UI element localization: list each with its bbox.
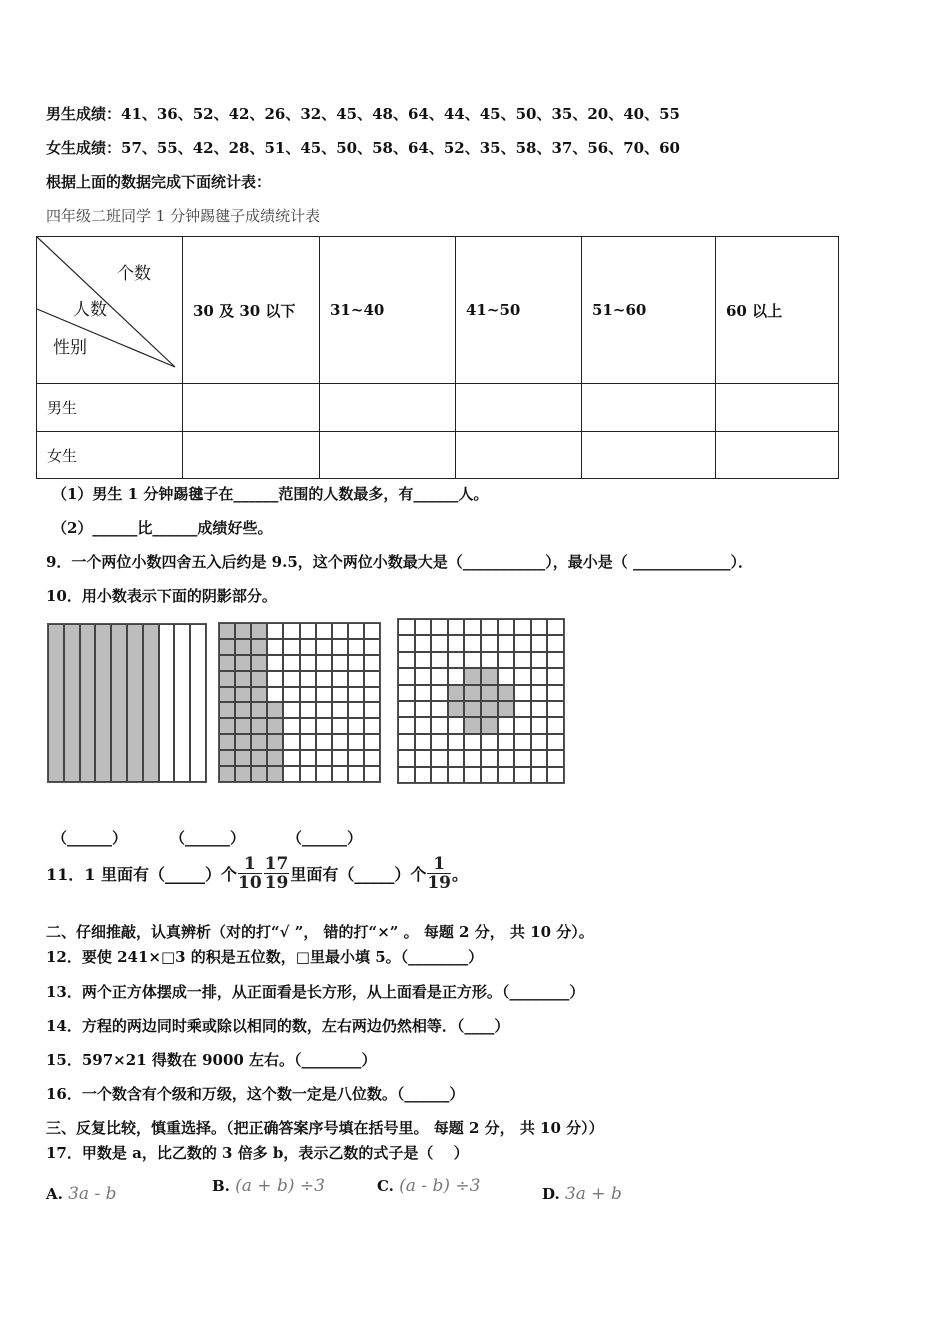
shaded-cell [219, 687, 235, 703]
grid-cell [316, 655, 332, 671]
grid-cell [514, 652, 531, 668]
grid-cell [348, 687, 364, 703]
grid-cell [190, 624, 206, 782]
grid-cell [267, 623, 283, 639]
grid-cell [547, 635, 564, 651]
grid-cell [464, 767, 481, 783]
shaded-cell [48, 624, 64, 782]
grid-cell [514, 767, 531, 783]
grid-cell [267, 655, 283, 671]
grid-cell [498, 635, 515, 651]
section-3-heading: 三、反复比较，慎重选择。（把正确答案序号填在括号里。 每题 2 分， 共 10 分）） [46, 1119, 604, 1137]
grid-cell [300, 734, 316, 750]
table-cell[interactable] [320, 384, 456, 432]
grid-cell [267, 639, 283, 655]
question-8-2: （2）______比______成绩好些。 [52, 519, 273, 537]
grid-cell [431, 619, 448, 635]
grid-cell [481, 619, 498, 635]
grid-cell [316, 750, 332, 766]
shaded-cell [251, 623, 267, 639]
option-d[interactable] [542, 1184, 622, 1204]
grid-cell [398, 619, 415, 635]
grid-cell [348, 671, 364, 687]
grid-cell [332, 750, 348, 766]
grid-cell [316, 623, 332, 639]
question-10: 10．用小数表示下面的阴影部分。 [46, 587, 277, 605]
grid-cell [514, 750, 531, 766]
shaded-cell [219, 734, 235, 750]
grid-cell [332, 655, 348, 671]
option-c[interactable] [377, 1176, 480, 1196]
grid-cell [316, 718, 332, 734]
grid-cell [364, 671, 380, 687]
row-label: 女生 [37, 432, 183, 479]
table-cell[interactable] [456, 384, 582, 432]
grid-cell [398, 685, 415, 701]
shaded-cell [481, 717, 498, 733]
grid-cell [332, 702, 348, 718]
grid-cell [364, 718, 380, 734]
section-2-heading: 二、仔细推敲，认真辨析（对的打“√ ”， 错的打“×” 。 每题 2 分， 共 10 分）。 [46, 923, 594, 941]
grid-cell [415, 717, 432, 733]
grid-cell [431, 701, 448, 717]
shaded-cell [251, 702, 267, 718]
grid-cell [431, 685, 448, 701]
shaded-cell [235, 734, 251, 750]
grid-cell [514, 619, 531, 635]
option-label: B. [212, 1177, 230, 1195]
grid-cell [415, 701, 432, 717]
grid-cell [547, 767, 564, 783]
shaded-cell [251, 734, 267, 750]
grid-cell [498, 619, 515, 635]
grid-cell [283, 687, 299, 703]
grid-cell [283, 734, 299, 750]
shaded-cell [219, 766, 235, 782]
grid-cell [498, 767, 515, 783]
grid-cell [514, 685, 531, 701]
grid-cell [464, 635, 481, 651]
grid-cell [498, 750, 515, 766]
shaded-cell [251, 750, 267, 766]
table-cell[interactable] [456, 432, 582, 479]
girls-scores: 女生成绩：57、55、42、28、51、45、50、58、64、52、35、58、37、56、70、60 [46, 139, 680, 157]
grid-cell [514, 734, 531, 750]
shaded-cell [448, 701, 465, 717]
shaded-cell [464, 717, 481, 733]
grid-cell [464, 750, 481, 766]
corner-bottom: 性别 [53, 338, 87, 358]
grid-cell [316, 687, 332, 703]
grid-cell [348, 623, 364, 639]
numerator: 17 [264, 854, 289, 874]
question-14: 14．方程的两边同时乘或除以相同的数，左右两边仍然相等．（____） [46, 1017, 510, 1035]
shaded-cell [464, 685, 481, 701]
answer-blank-1[interactable]: （______） [52, 829, 128, 847]
option-label: A. [46, 1185, 63, 1203]
shaded-cell [235, 766, 251, 782]
grid-cell [300, 671, 316, 687]
grid-cell [332, 766, 348, 782]
shaded-cell [267, 750, 283, 766]
grid-cell [283, 718, 299, 734]
grid-cell [514, 668, 531, 684]
grid-cell [283, 702, 299, 718]
grid-cell [531, 685, 548, 701]
grid-cell [174, 624, 190, 782]
grid-cell [300, 702, 316, 718]
shaded-cell [235, 639, 251, 655]
question-17: 17．甲数是 a，比乙数的 3 倍多 b，表示乙数的式子是（ ） [46, 1144, 469, 1162]
option-expression: (a - b) ÷3 [399, 1176, 481, 1196]
grid-cell [316, 671, 332, 687]
table-cell[interactable] [582, 432, 716, 479]
answer-blank-2[interactable]: （______） [170, 829, 246, 847]
question-13: 13．两个正方体摆成一排，从正面看是长方形，从上面看是正方形。（________） [46, 983, 585, 1001]
stats-table [36, 236, 839, 479]
numerator: 1 [238, 855, 262, 874]
grid-cell [547, 652, 564, 668]
question-15: 15．597×21 得数在 9000 左右。（________） [46, 1051, 377, 1069]
grid-cell [300, 623, 316, 639]
grid-cell [481, 652, 498, 668]
shaded-cell [464, 668, 481, 684]
option-label: C. [377, 1177, 394, 1195]
diagonal-lines [37, 237, 182, 383]
grid-cell [448, 652, 465, 668]
shaded-cell [251, 639, 267, 655]
corner-middle: 人数 [73, 300, 107, 320]
table-cell[interactable] [582, 384, 716, 432]
grid-cell [547, 734, 564, 750]
grid-cell [398, 701, 415, 717]
q11-suffix: 。 [452, 865, 469, 884]
grid-cell [481, 635, 498, 651]
q11-middle: 里面有（_____）个 [290, 865, 427, 884]
row-label: 男生 [37, 384, 183, 432]
shaded-cell [251, 655, 267, 671]
boys-scores: 男生成绩：41、36、52、42、26、32、45、48、64、44、45、50、35、20、40、55 [46, 105, 680, 123]
grid-cell [348, 639, 364, 655]
question-16: 16．一个数含有个级和万级，这个数一定是八位数。（______） [46, 1085, 465, 1103]
grid-cell [364, 750, 380, 766]
header-cell: 60 以上 [716, 237, 839, 384]
shaded-cell [481, 701, 498, 717]
grid-cell [448, 750, 465, 766]
option-a[interactable] [46, 1184, 117, 1204]
grid-cell [531, 635, 548, 651]
grid-cell [316, 702, 332, 718]
table-cell[interactable] [320, 432, 456, 479]
shaded-cell [219, 671, 235, 687]
grid-cell [300, 655, 316, 671]
shaded-cell [127, 624, 143, 782]
denominator: 10 [237, 873, 262, 893]
table-row [37, 432, 839, 479]
grid-cell [448, 668, 465, 684]
shaded-cell [251, 718, 267, 734]
grid-cell [283, 623, 299, 639]
shaded-cell [448, 685, 465, 701]
grid-cell [348, 734, 364, 750]
grid-cell [159, 624, 175, 782]
grid-cell [547, 668, 564, 684]
fraction [427, 855, 451, 892]
grid-cell [498, 668, 515, 684]
grid-cell [547, 750, 564, 766]
grid-cell [398, 750, 415, 766]
grid-cell [332, 671, 348, 687]
shaded-cell [80, 624, 96, 782]
grid-cell [398, 734, 415, 750]
grid-cell [300, 718, 316, 734]
grid-cell [431, 750, 448, 766]
grid-cell [316, 766, 332, 782]
shaded-cell [219, 623, 235, 639]
table-title: 四年级二班同学 1 分钟踢毽子成绩统计表 [46, 207, 321, 225]
shaded-cell [235, 702, 251, 718]
grid-cell [332, 639, 348, 655]
grid-cell [464, 652, 481, 668]
grid-cell [514, 717, 531, 733]
shaded-cell [143, 624, 159, 782]
shaded-cell [111, 624, 127, 782]
grid-cell [283, 655, 299, 671]
grid-columns-figure [47, 623, 207, 783]
corner-top: 个数 [117, 264, 151, 284]
grid-cell [348, 750, 364, 766]
grid-cell [300, 750, 316, 766]
shaded-cell [219, 639, 235, 655]
shaded-cell [251, 766, 267, 782]
shaded-cell [219, 718, 235, 734]
shaded-cell [64, 624, 80, 782]
shaded-cell [498, 685, 515, 701]
grid-cell [283, 639, 299, 655]
grid-cell [464, 619, 481, 635]
denominator: 19 [427, 873, 452, 893]
table-cell[interactable] [716, 432, 839, 479]
grid-cell [332, 687, 348, 703]
grid-cell [415, 685, 432, 701]
grid-cell [531, 750, 548, 766]
grid-cell [481, 767, 498, 783]
grid-cell [431, 668, 448, 684]
grid-cell [415, 668, 432, 684]
q11-prefix: 11．1 里面有（_____）个 [46, 865, 237, 884]
grid-cell [398, 767, 415, 783]
grid-cell [531, 734, 548, 750]
grid-cell [348, 655, 364, 671]
shaded-cell [481, 685, 498, 701]
option-b[interactable] [212, 1176, 325, 1196]
grid-cell [431, 734, 448, 750]
grid-cell [481, 734, 498, 750]
grid-cell [448, 635, 465, 651]
grid-cell [498, 734, 515, 750]
grid-cell [300, 766, 316, 782]
grid-cell [348, 702, 364, 718]
option-expression: 3a + b [564, 1184, 622, 1204]
grid-cell [348, 766, 364, 782]
grid-cell [531, 619, 548, 635]
corner-cell [37, 237, 183, 384]
header-cell: 30 及 30 以下 [183, 237, 320, 384]
shaded-cell [219, 702, 235, 718]
question-12: 12．要使 241×□3 的积是五位数，□里最小填 5。（________） [46, 948, 484, 966]
grid-cell [448, 767, 465, 783]
grid-cell [464, 734, 481, 750]
table-cell[interactable] [183, 432, 320, 479]
fraction [264, 855, 290, 892]
grid-cell [448, 717, 465, 733]
instruction: 根据上面的数据完成下面统计表： [46, 173, 272, 191]
question-8-1: （1）男生 1 分钟踢毽子在______范围的人数最多，有______人。 [52, 485, 489, 503]
grid-cell [431, 652, 448, 668]
grid-cell [398, 717, 415, 733]
shaded-cell [219, 655, 235, 671]
grid-cell [415, 767, 432, 783]
grid-cell [364, 687, 380, 703]
grid-cell [514, 635, 531, 651]
grid-cell [364, 702, 380, 718]
grid-cell [547, 701, 564, 717]
shaded-cell [251, 671, 267, 687]
grid-cell [431, 635, 448, 651]
grid-cell [364, 766, 380, 782]
shaded-cell [235, 623, 251, 639]
denominator: 19 [264, 873, 289, 893]
answer-blank-3[interactable]: （______） [287, 829, 363, 847]
grid-cell [348, 718, 364, 734]
grid-cell [415, 734, 432, 750]
grid-cell [547, 717, 564, 733]
header-cell: 51~60 [582, 237, 716, 384]
shaded-cell [498, 701, 515, 717]
grid-cell [398, 668, 415, 684]
header-cell: 31~40 [320, 237, 456, 384]
grid-cell [531, 701, 548, 717]
shaded-cell [267, 766, 283, 782]
grid-cell [398, 652, 415, 668]
grid-cell [267, 687, 283, 703]
option-label: D. [542, 1185, 560, 1203]
grid-cell [448, 619, 465, 635]
shaded-cell [235, 718, 251, 734]
grid-cell [431, 767, 448, 783]
shaded-cell [235, 687, 251, 703]
shaded-cell [95, 624, 111, 782]
grid-hundred-figure-2 [397, 618, 565, 784]
question-9: 9．一个两位小数四舍五入后约是 9.5，这个两位小数最大是（___________），最小是（ _____________）． [46, 553, 753, 571]
grid-cell [531, 652, 548, 668]
grid-cell [531, 717, 548, 733]
grid-cell [531, 668, 548, 684]
question-11 [46, 855, 468, 892]
grid-cell [547, 619, 564, 635]
header-cell: 41~50 [456, 237, 582, 384]
grid-cell [300, 687, 316, 703]
grid-cell [415, 619, 432, 635]
grid-cell [283, 671, 299, 687]
shaded-cell [219, 750, 235, 766]
grid-cell [498, 652, 515, 668]
grid-cell [498, 717, 515, 733]
option-expression: 3a - b [68, 1184, 117, 1204]
grid-cell [332, 734, 348, 750]
grid-cell [415, 635, 432, 651]
grid-hundred-figure-1 [218, 622, 381, 783]
grid-cell [316, 734, 332, 750]
grid-cell [332, 718, 348, 734]
grid-cell [514, 701, 531, 717]
grid-cell [364, 734, 380, 750]
shaded-cell [481, 668, 498, 684]
grid-cell [398, 635, 415, 651]
shaded-cell [464, 701, 481, 717]
fraction [238, 855, 262, 892]
grid-cell [300, 639, 316, 655]
grid-cell [364, 655, 380, 671]
grid-cell [332, 623, 348, 639]
grid-cell [481, 750, 498, 766]
shaded-cell [235, 750, 251, 766]
grid-cell [415, 652, 432, 668]
grid-cell [448, 734, 465, 750]
grid-cell [283, 750, 299, 766]
shaded-cell [251, 687, 267, 703]
shaded-cell [267, 702, 283, 718]
table-cell[interactable] [716, 384, 839, 432]
grid-cell [364, 639, 380, 655]
grid-cell [267, 671, 283, 687]
grid-cell [415, 750, 432, 766]
grid-cell [547, 685, 564, 701]
grid-cell [283, 766, 299, 782]
grid-cell [531, 767, 548, 783]
grid-cell [364, 623, 380, 639]
numerator: 1 [427, 855, 451, 874]
grid-cell [431, 717, 448, 733]
table-cell[interactable] [183, 384, 320, 432]
shaded-cell [235, 671, 251, 687]
shaded-cell [235, 655, 251, 671]
table-row [37, 384, 839, 432]
grid-cell [316, 639, 332, 655]
option-expression: (a + b) ÷3 [235, 1176, 325, 1196]
shaded-cell [267, 718, 283, 734]
shaded-cell [267, 734, 283, 750]
